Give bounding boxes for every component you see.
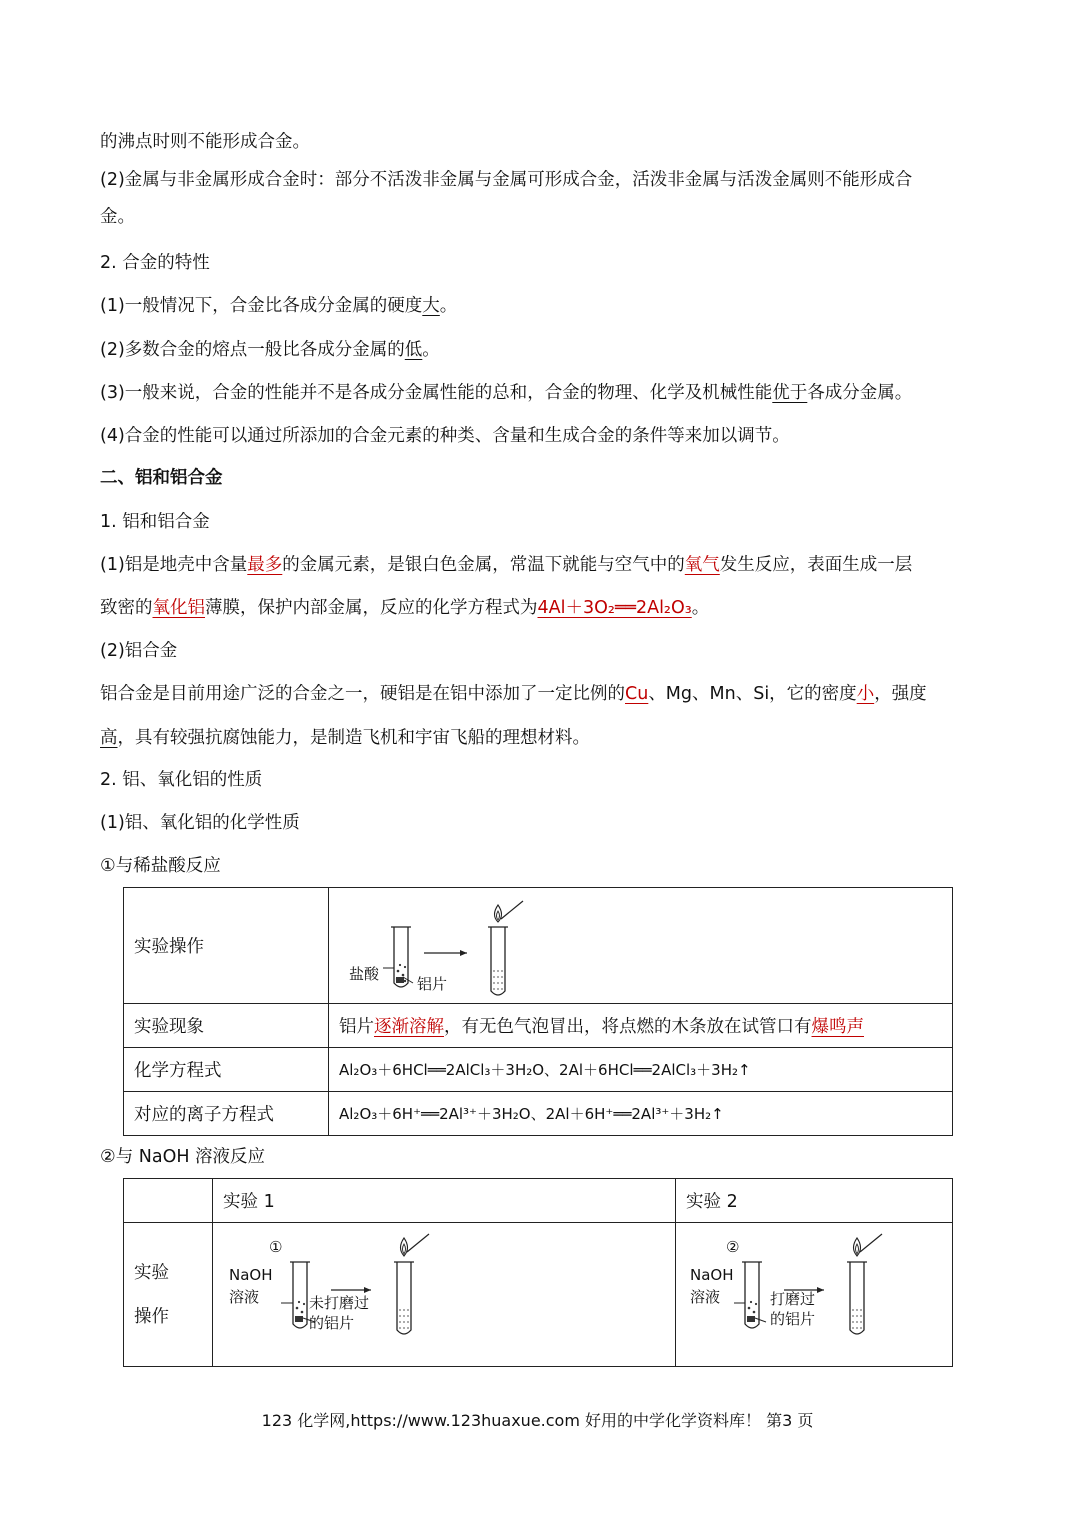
experiment-number: ① [269,1237,283,1256]
subsection-heading: 2. 铝、氧化铝的性质 [100,770,263,790]
experiment-number: ② [726,1237,740,1256]
aluminum-label: 铝片 [417,974,448,993]
underlined-answer: 高 [100,728,118,748]
text: 致密的 [100,598,153,618]
highlighted-answer: 氧化铝 [152,598,205,618]
highlighted-answer: 最多 [247,555,283,575]
text-line: ①与稀盐酸反应 [100,856,221,876]
text-line [100,294,457,318]
text-line: (2)铝合金 [100,641,178,661]
underlined-answer: 优于 [772,383,808,403]
text: 铝合金是目前用途广泛的合金之一，硬铝是在铝中添加了一定比例的 [100,684,625,704]
highlighted-answer: 氧气 [684,555,720,575]
text: 、Mg、Mn、Si，它的密度 [648,684,857,704]
section-heading: 2. 合金的特性 [100,253,210,273]
text-line: (1)铝、氧化铝的化学性质 [100,813,300,833]
underlined-answer: 低 [404,340,423,360]
chemical-equation: 4Al＋3O₂══2Al₂O₃ [537,598,692,618]
acid-label: 盐酸 [349,964,380,983]
text: 。 [422,340,440,360]
table-header: 实验 1 [213,1179,676,1223]
table-cell-label: 实验操作 [124,888,329,1004]
text-line [100,381,912,405]
experiment-diagram-cell [676,1223,953,1367]
text: 。 [439,296,458,316]
page-footer: 123 化学网,https://www.123huaxue.com 好用的中学化学资料库！ 第3 页 [261,1411,814,1430]
table-cell [124,1179,213,1223]
text-line: (4)合金的性能可以通过所添加的合金元素的种类、含量和生成合金的条件等来加以调节。 [100,426,790,446]
text: 的金属元素，是银白色金属，常温下就能与空气中的 [282,555,685,575]
row-label: 操作 [134,1306,169,1327]
subsection-heading: 1. 铝和铝合金 [100,512,210,532]
text: (3)一般来说，合金的性能并不是各成分金属性能的总和，合金的物理、化学及机械性能 [100,383,773,403]
chemical-equation: Al₂O₃＋6HCl══2AlCl₃＋3H₂O、2Al＋6HCl══2AlCl₃＋3H₂↑ [329,1048,953,1092]
table-cell-label: 化学方程式 [124,1048,329,1092]
hcl-experiment-diagram [339,891,579,1001]
text-line [100,596,709,620]
highlighted-answer: 逐渐溶解 [374,1017,444,1037]
table-cell-label [124,1223,213,1367]
text-line: 的沸点时则不能形成合金。 [100,132,310,152]
text: 发生反应，表面生成一层 [719,555,913,575]
text: (2)多数合金的熔点一般比各成分金属的 [100,340,405,360]
row-label: 实验 [134,1262,169,1283]
table-cell-label: 对应的离子方程式 [124,1092,329,1136]
text-line [100,726,590,750]
text: ，具有较强抗腐蚀能力，是制造飞机和宇宙飞船的理想材料。 [117,728,590,748]
text: ，强度 [874,684,927,704]
highlighted-answer: 小 [856,684,875,704]
section-heading: 二、铝和铝合金 [100,468,223,488]
solution-label: 溶液 [229,1287,260,1306]
table-cell [329,1004,953,1048]
table-cell-label: 实验现象 [124,1004,329,1048]
highlighted-answer: Cu [625,684,649,704]
text-line: (2)金属与非金属形成合金时：部分不活泼非金属与金属可形成合金，活泼非金属与活泼金属则不能形成合 [100,170,913,190]
hcl-reaction-table [123,887,953,1136]
highlighted-answer: 爆鸣声 [811,1017,864,1037]
text-line [100,553,912,577]
text: ，有无色气泡冒出，将点燃的木条放在试管口有 [444,1017,812,1037]
text-line: 金。 [100,207,135,227]
text: 薄膜，保护内部金属，反应的化学方程式为 [205,598,538,618]
text-line: ②与 NaOH 溶液反应 [100,1147,266,1167]
table-header: 实验 2 [676,1179,953,1223]
naoh-reaction-table [123,1178,953,1367]
aluminum-label: 未打磨过 [309,1293,370,1312]
underlined-answer: 大 [422,296,440,316]
text-line [100,682,927,706]
text-line [100,338,440,362]
aluminum-label: 打磨过 [770,1289,816,1308]
text: 各成分金属。 [807,383,913,403]
ionic-equation: Al₂O₃＋6H⁺══2Al³⁺＋3H₂O、2Al＋6H⁺══2Al³⁺＋3H₂↑ [329,1092,953,1136]
test-tube-diagram [339,891,579,1001]
text: (1)铝是地壳中含量 [100,555,248,575]
experiment-diagram-cell [329,888,953,1004]
aluminum-label: 的铝片 [309,1313,355,1332]
text: 铝片 [339,1017,374,1037]
text: 。 [691,598,710,618]
aluminum-label: 的铝片 [770,1309,816,1328]
text: (1)一般情况下，合金比各成分金属的硬度 [100,296,423,316]
naoh-experiment-2-diagram [686,1230,926,1360]
solution-label: NaOH [690,1265,734,1284]
solution-label: 溶液 [690,1287,721,1306]
experiment-diagram-cell [213,1223,676,1367]
naoh-experiment-1-diagram [223,1230,463,1360]
solution-label: NaOH [229,1265,273,1284]
